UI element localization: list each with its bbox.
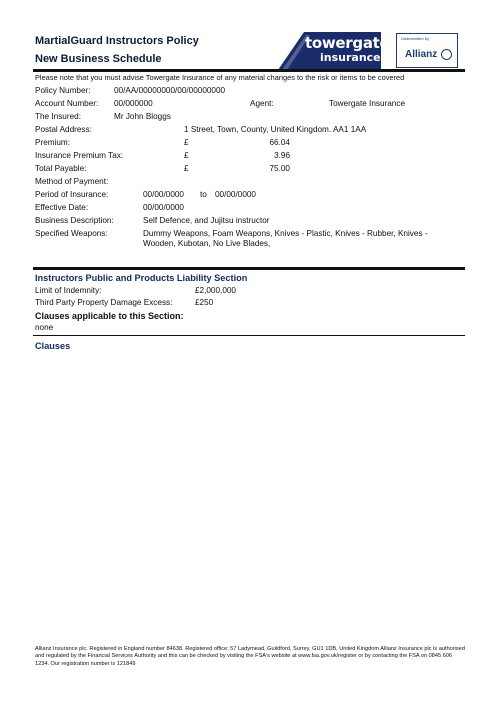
allianz-logo-text: Allianz [405, 49, 438, 60]
specified-weapons-label: Specified Weapons: [35, 229, 108, 238]
towergate-logo-subtext: insurance [320, 51, 381, 64]
allianz-eagle-icon [441, 49, 452, 60]
payment-method-label: Method of Payment: [35, 177, 109, 186]
period-to-word: to [200, 190, 207, 199]
effective-date-label: Effective Date: [35, 203, 89, 212]
limit-of-indemnity-value: £2,000,000 [195, 286, 236, 295]
effective-date-value: 00/00/0000 [143, 203, 184, 212]
property-damage-excess-value: £250 [195, 298, 214, 307]
section-divider [33, 267, 465, 270]
business-description-value: Self Defence, and Jujitsu instructor [143, 216, 270, 225]
notice-text: Please note that you must advise Towergate Insurance of any material changes to the risk or items to be covered [35, 73, 405, 82]
premium-currency: £ [184, 138, 189, 147]
period-from-value: 00/00/0000 [143, 190, 184, 199]
clauses-divider [33, 335, 465, 336]
business-description-label: Business Description: [35, 216, 114, 225]
specified-weapons-value: Dummy Weapons, Foam Weapons, Knives - Plastic, Knives - Rubber, Knives - Wooden, Kubotan, No Live Blades, [143, 229, 428, 248]
total-currency: £ [184, 164, 189, 173]
clauses-heading: Clauses [35, 341, 71, 351]
regulatory-footer: Allianz Insurance plc. Registered in England number 84638. Registered office: 57 Ladymead, Guildford, Surrey, GU1 1DB, United Kingdom Allianz Insurance plc is authorised and regulated by the Financial Services Authority and this can be checked by visiting the FSA's website at www.fsa.gov.uk/register or by contacting the FSA on 0845 606 1234. Our registration number is 121849 [35, 646, 465, 667]
total-value: 75.00 [269, 164, 290, 173]
schedule-subtitle: New Business Schedule [35, 53, 162, 65]
postal-address-label: Postal Address: [35, 125, 92, 134]
period-to-value: 00/00/0000 [215, 190, 256, 199]
limit-of-indemnity-label: Limit of Indemnity: [35, 286, 102, 295]
postal-address-value: 1 Street, Town, County, United Kingdom. AA1 1AA [184, 125, 367, 134]
underwritten-by-label: Underwritten by [401, 36, 430, 41]
property-damage-excess-label: Third Party Property Damage Excess: [35, 298, 173, 307]
policy-number-label: Policy Number: [35, 86, 91, 95]
policy-title: MartialGuard Instructors Policy [35, 35, 199, 47]
period-label: Period of Insurance: [35, 190, 109, 199]
ipt-value: 3.96 [274, 151, 290, 160]
premium-label: Premium: [35, 138, 71, 147]
liability-section-heading: Instructors Public and Products Liability Section [35, 273, 248, 283]
section-clauses-value: none [35, 323, 54, 332]
ipt-label: Insurance Premium Tax: [35, 151, 124, 160]
total-label: Total Payable: [35, 164, 87, 173]
account-number-label: Account Number: [35, 99, 99, 108]
section-clauses-heading: Clauses applicable to this Section: [35, 311, 184, 321]
ipt-currency: £ [184, 151, 189, 160]
policy-number-value: 00/AA/00000000/00/00000000 [114, 86, 226, 95]
agent-label: Agent: [250, 99, 274, 108]
insured-label: The Insured: [35, 112, 81, 121]
towergate-logo-text: towergate [305, 34, 390, 52]
account-number-value: 00/000000 [114, 99, 153, 108]
agent-value: Towergate Insurance [329, 99, 406, 108]
insured-value: Mr John Bloggs [114, 112, 171, 121]
header-divider [33, 69, 465, 72]
premium-value: 66.04 [269, 138, 290, 147]
